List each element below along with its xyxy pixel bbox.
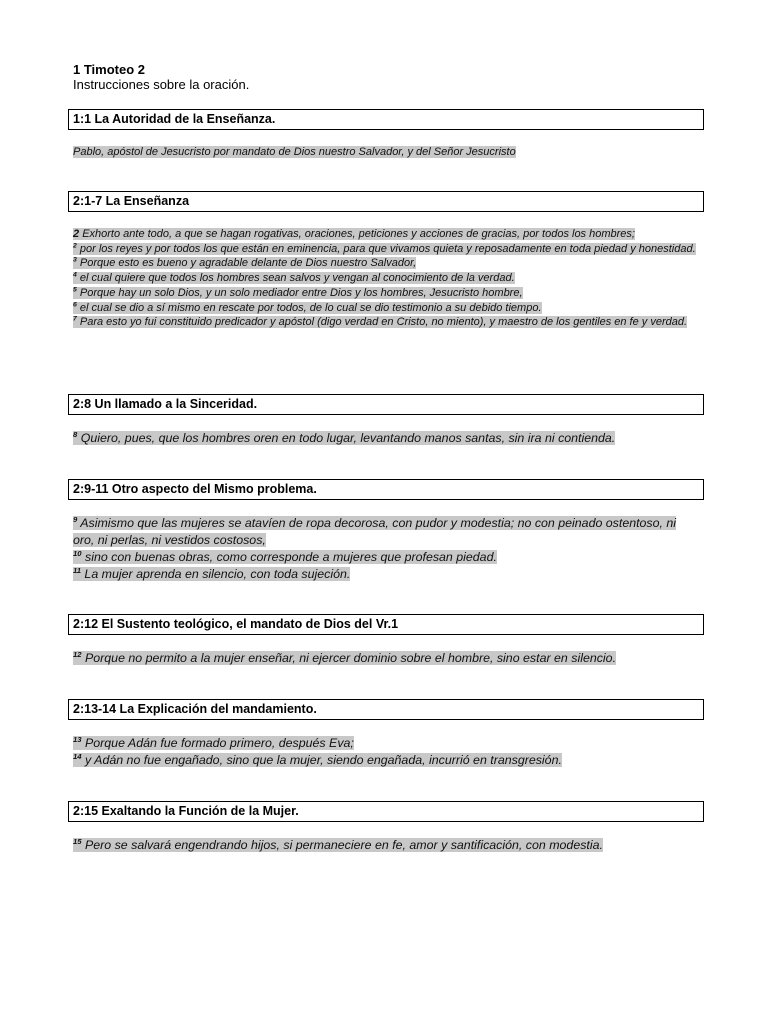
verse-text: Porque hay un solo Dios, y un solo mediador entre Dios y los hombres, Jesucristo hombre, — [79, 286, 523, 299]
verse-text: Porque Adán fue formado primero, después Eva; — [85, 736, 354, 750]
section-heading-2-15: 2:15 Exaltando la Función de la Mujer. — [68, 801, 704, 822]
section-heading-2-12: 2:12 El Sustento teológico, el mandato de Dios del Vr.1 — [68, 614, 704, 635]
verse-number: 14 — [73, 751, 82, 761]
verse-line — [73, 752, 697, 769]
verses-2-8 — [73, 430, 697, 447]
verse-line — [73, 515, 697, 549]
verse-line — [73, 549, 697, 566]
chapter-number: 2 — [73, 228, 80, 240]
verse-text: Exhorto ante todo, a que se hagan rogativas, oraciones, peticiones y acciones de gracias, por todos los hombres; — [82, 228, 635, 240]
verse-number: 10 — [73, 548, 82, 558]
verse-text: por los reyes y por todos los que están en eminencia, para que vivamos quieta y reposadamente en toda piedad y honestidad. — [79, 242, 696, 255]
verse-line — [73, 227, 697, 242]
verse-number: 15 — [73, 836, 82, 846]
section-heading-2-9-11: 2:9-11 Otro aspecto del Mismo problema. — [68, 479, 704, 500]
verse-line — [73, 286, 697, 301]
verse-number: 8 — [73, 429, 78, 439]
verse-number: 7 — [73, 315, 77, 323]
verse-line — [73, 145, 697, 160]
verses-2-13-14 — [73, 735, 697, 769]
verse-text: Porque esto es bueno y agradable delante de Dios nuestro Salvador, — [79, 257, 417, 270]
verse-text: el cual quiere que todos los hombres sean salvos y vengan al conocimiento de la verdad. — [79, 272, 515, 285]
verse-line — [73, 256, 697, 271]
verse-line — [73, 650, 697, 667]
verse-line — [73, 315, 697, 330]
verse-number: 11 — [73, 565, 81, 575]
verse-line — [73, 271, 697, 286]
verse-line — [73, 242, 697, 257]
verse-text: Pero se salvará engendrando hijos, si permaneciere en fe, amor y santificación, con modestia. — [85, 838, 603, 852]
verse-number: 3 — [73, 256, 77, 264]
document-subtitle: Instrucciones sobre la oración. — [73, 77, 250, 92]
verse-text: el cual se dio a sí mismo en rescate por todos, de lo cual se dio testimonio a su debido tiempo. — [79, 301, 542, 314]
verse-number: 9 — [73, 514, 78, 524]
verse-line — [73, 837, 697, 854]
verse-number: 6 — [73, 300, 77, 308]
verse-text: Quiero, pues, que los hombres oren en todo lugar, levantando manos santas, sin ira ni contienda. — [80, 431, 616, 445]
verse-number: 4 — [73, 271, 77, 279]
verse-text: sino con buenas obras, como corresponde a mujeres que profesan piedad. — [85, 550, 497, 564]
section-heading-2-13-14: 2:13-14 La Explicación del mandamiento. — [68, 699, 704, 720]
verse-text: La mujer aprenda en silencio, con toda sujeción. — [84, 567, 351, 581]
verse-text: Asimismo que las mujeres se atavíen de ropa decorosa, con pudor y modestia; no con peinado ostentoso, ni oro, ni perlas, ni vestidos costosos, — [73, 516, 677, 547]
verse-line — [73, 301, 697, 316]
verse-number: 12 — [73, 649, 82, 659]
verse-number: 13 — [73, 734, 82, 744]
verse-text: y Adán no fue engañado, sino que la mujer, siendo engañada, incurrió en transgresión. — [85, 753, 562, 767]
verse-number: 5 — [73, 286, 77, 294]
verse-line — [73, 735, 697, 752]
verse-text: Pablo, apóstol de Jesucristo por mandato de Dios nuestro Salvador, y del Señor Jesucristo — [73, 146, 516, 158]
verse-line — [73, 430, 697, 447]
section-heading-1-1: 1:1 La Autoridad de la Enseñanza. — [68, 109, 704, 130]
section-heading-2-8: 2:8 Un llamado a la Sinceridad. — [68, 394, 704, 415]
verses-2-9-11 — [73, 515, 697, 583]
verses-2-15 — [73, 837, 697, 854]
verses-1-1 — [73, 145, 697, 160]
section-heading-2-1-7: 2:1-7 La Enseñanza — [68, 191, 704, 212]
verses-2-1-7 — [73, 227, 697, 330]
verse-text: Porque no permito a la mujer enseñar, ni ejercer dominio sobre el hombre, sino estar en silencio. — [85, 651, 617, 665]
verse-text: Para esto yo fui constituido predicador y apóstol (digo verdad en Cristo, no miento), y maestro de los gentiles en fe y verdad. — [79, 316, 688, 329]
document-title: 1 Timoteo 2 — [73, 62, 146, 77]
verse-number: 2 — [73, 242, 77, 250]
verses-2-12 — [73, 650, 697, 667]
verse-line — [73, 566, 697, 583]
